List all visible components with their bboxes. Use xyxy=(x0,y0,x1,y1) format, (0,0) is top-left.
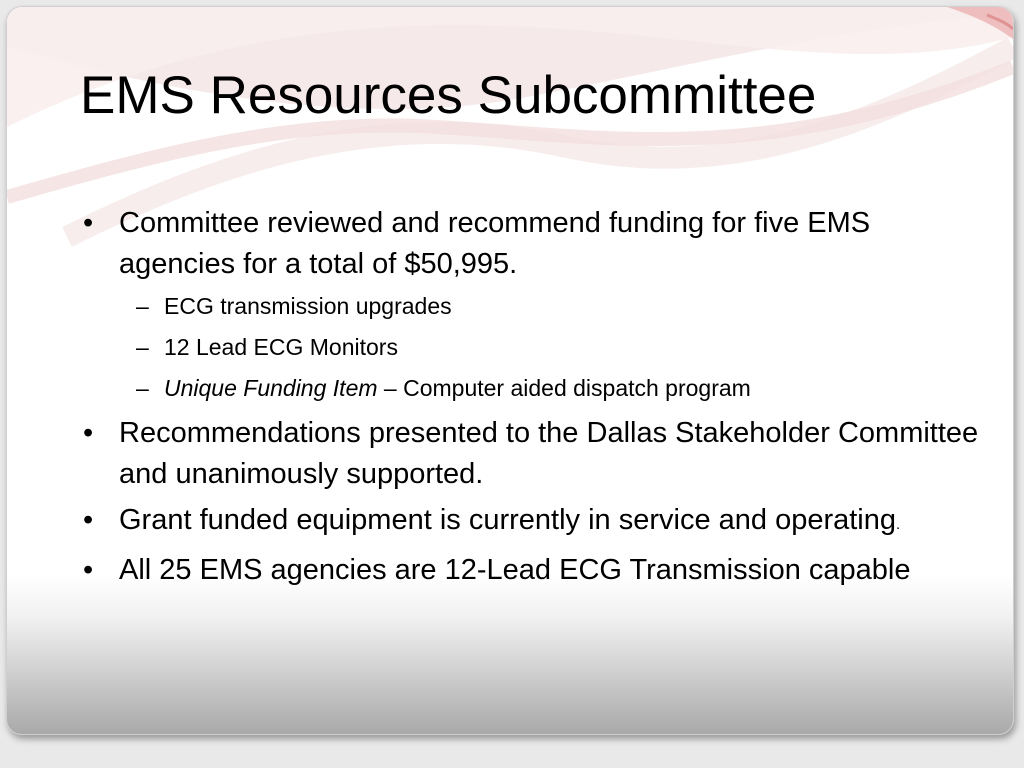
sub-bullet-item xyxy=(79,331,979,364)
sub-bullet-text: – Computer aided dispatch program xyxy=(377,375,751,401)
bullet-item xyxy=(79,500,979,545)
bullet-item xyxy=(79,203,979,285)
dash-icon: – xyxy=(136,375,149,401)
bullet-text: All 25 EMS agencies are 12-Lead ECG Transmission capable xyxy=(119,554,911,586)
bullet-item xyxy=(79,550,979,591)
slide-body xyxy=(79,203,979,596)
sub-bullet-item xyxy=(79,290,979,323)
bullet-text: Recommendations presented to the Dallas Stakeholder Committee and unanimously supported. xyxy=(119,417,979,490)
slide-title: EMS Resources Subcommittee xyxy=(80,66,817,125)
bullet-trailing-period: . xyxy=(896,516,901,533)
bullet-icon: • xyxy=(83,504,94,536)
dash-icon: – xyxy=(136,293,149,319)
sub-bullet-list xyxy=(79,290,979,405)
bullet-item xyxy=(79,413,979,495)
bullet-text: Grant funded equipment is currently in service and operating xyxy=(119,504,896,536)
bullet-icon: • xyxy=(83,207,94,239)
slide xyxy=(6,6,1014,735)
dash-icon: – xyxy=(136,334,149,360)
sub-bullet-text: 12 Lead ECG Monitors xyxy=(164,334,398,360)
bullet-text: Committee reviewed and recommend funding for five EMS agencies for a total of $50,995. xyxy=(119,207,871,280)
sub-bullet-text: ECG transmission upgrades xyxy=(164,293,452,319)
bullet-icon: • xyxy=(83,554,94,586)
sub-bullet-item xyxy=(79,372,979,405)
bullet-icon: • xyxy=(83,417,94,449)
sub-bullet-italic-text: Unique Funding Item xyxy=(164,375,378,401)
